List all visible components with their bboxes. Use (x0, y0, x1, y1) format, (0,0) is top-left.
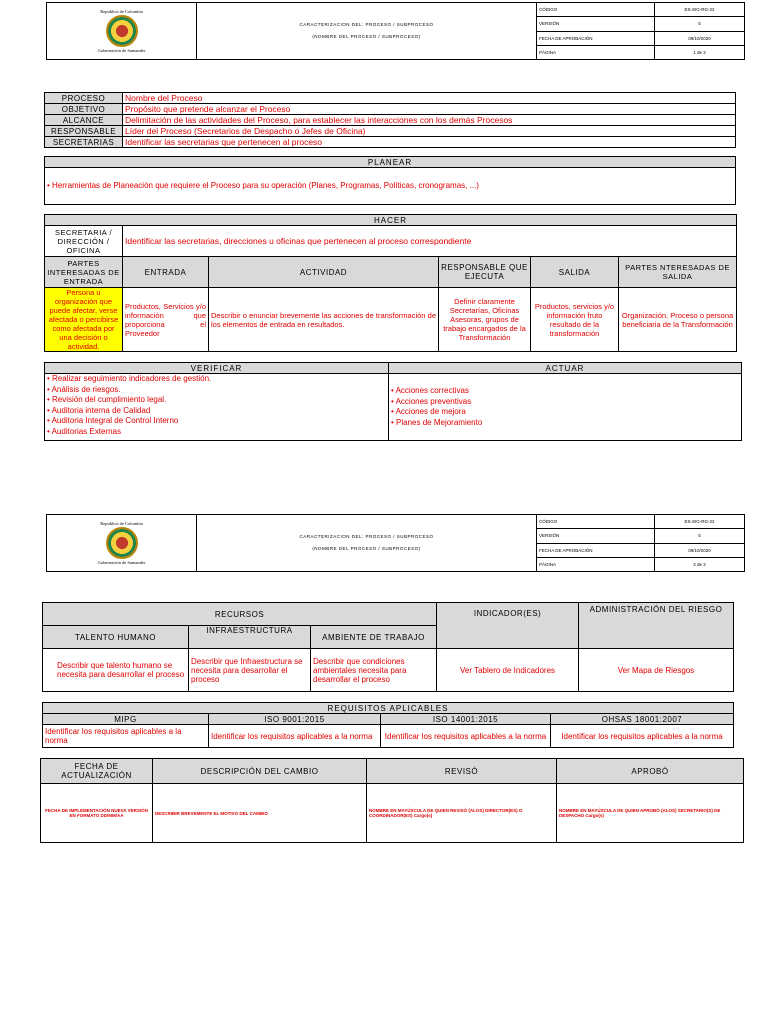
col-header: REVISÓ (367, 759, 557, 784)
info-value: Delimitación de las actividades del Proceso, para establecer las interacciones con los demás Procesos (123, 115, 736, 126)
cell-infraestructura: Describir que Infraestructura se necesita para desarrollar el proceso (189, 649, 311, 692)
hacer-title: HACER (45, 215, 737, 226)
meta-label-page: PÁGINA (537, 45, 655, 59)
title-line-1: CARACTERIZACION DEL: PROCESO / SUBPROCESO (299, 22, 434, 27)
verificar-body (45, 374, 389, 441)
document-title (197, 3, 537, 60)
recursos-title: RECURSOS (43, 603, 437, 626)
info-label: SECRETARIAS (45, 137, 123, 148)
col-header: ISO 9001:2015 (209, 714, 381, 725)
cell-aprobo: NOMBRE EN MAYÚSCULA DE QUIEN APROBÓ (ALOS) SECRETARIO(S) DE DESPACHO Cargo(s) (557, 784, 744, 843)
actuar-title: ACTUAR (389, 363, 742, 374)
government-seal-icon (106, 15, 138, 47)
info-label: RESPONSABLE (45, 126, 123, 137)
recursos-table (42, 602, 734, 692)
meta-label-version: VERSIÓN (537, 17, 655, 31)
verificar-title: VERIFICAR (45, 363, 389, 374)
verificar-item: • Revisión del cumplimiento legal. (47, 395, 386, 406)
planear-body (45, 168, 736, 205)
meta-label-code: CÓDIGO (537, 3, 655, 17)
cell-partes-salida: Organización, Proceso o persona beneficiaria de la Transformación (619, 288, 737, 352)
col-header: MIPG (43, 714, 209, 725)
cell-requisito: Identificar los requisitos aplicables a la norma (209, 725, 381, 748)
col-header: ISO 14001:2015 (381, 714, 551, 725)
org-name: Gobernación de Santander (97, 560, 146, 565)
planear-title: PLANEAR (45, 157, 736, 168)
header-org-cell (47, 515, 197, 572)
info-value: Propósito que pretende alcanzar el Proceso (123, 104, 736, 115)
meta-value-version: 5 (655, 17, 745, 31)
cell-ambiente: Describir que condiciones ambientales necesita para desarrollar el proceso (311, 649, 437, 692)
col-header: AMBIENTE DE TRABAJO (311, 626, 437, 649)
cell-actividad: Describir o enunciar brevemente las acciones de transformación de los elementos de entrada en resultados. (209, 288, 439, 352)
col-header: FECHA DE ACTUALIZACIÓN (41, 759, 153, 784)
meta-value-page: 2 de 2 (655, 557, 745, 571)
verificar-item: • Auditoria Integral de Control Interno (47, 416, 386, 427)
cell-riesgos: Ver Mapa de Riesgos (579, 649, 734, 692)
header-org-cell (47, 3, 197, 60)
riesgo-title: ADMINISTRACIÓN DEL RIESGO (579, 603, 734, 649)
verificar-item: • Auditoria interna de Calidad (47, 406, 386, 417)
cell-requisito: Identificar los requisitos aplicables a la norma (43, 725, 209, 748)
cell-responsable: Definir claramente Secretarías, Oficinas Asesoras, grupos de trabajo encargados de la Transformación (439, 288, 531, 352)
title-line-2: (NOMBRE DEL PROCESO / SUBPROCESO) (312, 546, 421, 551)
cell-descripcion: DESCRIBIR BREVEMENTE EL MOTIVO DEL CAMBIO (153, 784, 367, 843)
meta-label-page: PÁGINA (537, 557, 655, 571)
col-header: RESPONSABLE QUE EJECUTA (439, 257, 531, 288)
actuar-body (389, 374, 742, 441)
meta-label-date: FECHA DE APROBACIÓN (537, 543, 655, 557)
verificar-actuar-table (44, 362, 742, 441)
document-header-page1 (46, 2, 745, 60)
meta-label-code: CÓDIGO (537, 515, 655, 529)
hacer-table (44, 214, 737, 352)
cell-reviso: NOMBRE EN MAYÚSCULA DE QUIEN REVISÓ (ALOS) DIRECTOR(ES) O COORDINADOR(ES) Cargo(s) (367, 784, 557, 843)
actuar-item: • Acciones preventivas (391, 397, 739, 408)
indicadores-title: INDICADOR(ES) (437, 603, 579, 649)
government-seal-icon (106, 527, 138, 559)
verificar-item: • Auditorias Externas (47, 427, 386, 438)
cell-salida: Productos, servicios y/o información fruto resultado de la transformación (531, 288, 619, 352)
actuar-item: • Acciones correctivas (391, 386, 739, 397)
meta-value-version: 5 (655, 529, 745, 543)
col-header: PARTES INTERESADAS DE ENTRADA (45, 257, 123, 288)
cell-requisito: Identificar los requisitos aplicables a la norma (551, 725, 734, 748)
requisitos-title: REQUISITOS APLICABLES (43, 703, 734, 714)
cell-talento-humano: Describir que talento humano se necesita para desarrollar el proceso (43, 649, 189, 692)
secretaria-label: SECRETARIA / DIRECCIÓN / OFICINA (45, 226, 123, 257)
verificar-item: • Análisis de riesgos. (47, 385, 386, 396)
meta-value-date: 09/10/2020 (655, 31, 745, 45)
col-header: APROBÓ (557, 759, 744, 784)
info-value: Líder del Proceso (Secretarios de Despacho o Jefes de Oficina) (123, 126, 736, 137)
secretaria-value: Identificar las secretarias, direcciones u oficinas que pertenecen al proceso correspondiente (123, 226, 737, 257)
org-name: Gobernación de Santander (97, 48, 146, 53)
col-header: INFRAESTRUCTURA (189, 626, 311, 649)
col-header: SALIDA (531, 257, 619, 288)
planear-table (44, 156, 736, 205)
title-line-1: CARACTERIZACION DEL: PROCESO / SUBPROCESO (299, 534, 434, 539)
verificar-item: • Realizar seguimiento indicadores de gestión. (47, 374, 386, 385)
meta-value-code: ES-SIG-RG-22 (655, 515, 745, 529)
meta-value-date: 09/10/2020 (655, 543, 745, 557)
actuar-item: • Acciones de mejora (391, 407, 739, 418)
document-title (197, 515, 537, 572)
cell-partes-entrada: Persona u organización que puede afectar, verse afectada o percibirse como afectada por una decisión o actividad. (45, 288, 123, 352)
col-header: ENTRADA (123, 257, 209, 288)
meta-label-version: VERSIÓN (537, 529, 655, 543)
info-value: Nombre del Proceso (123, 93, 736, 104)
meta-label-date: FECHA DE APROBACIÓN (537, 31, 655, 45)
title-line-2: (NOMBRE DEL PROCESO / SUBPROCESO) (312, 34, 421, 39)
org-country: Republica de Colombia (100, 521, 143, 526)
cell-indicadores: Ver Tablero de Indicadores (437, 649, 579, 692)
col-header: ACTIVIDAD (209, 257, 439, 288)
planear-item: • Herramientas de Planeación que requiere el Proceso para su operación (Planes, Programas, Políticas, cronogramas, ...) (47, 181, 733, 192)
requisitos-table (42, 702, 734, 748)
org-country: Republica de Colombia (100, 9, 143, 14)
info-value: Identificar las secretarias que pertenecen al proceso (123, 137, 736, 148)
document-header-page2 (46, 514, 745, 572)
cell-requisito: Identificar los requisitos aplicables a la norma (381, 725, 551, 748)
col-header: PARTES NTERESADAS DE SALIDA (619, 257, 737, 288)
col-header: OHSAS 18001:2007 (551, 714, 734, 725)
col-header: TALENTO HUMANO (43, 626, 189, 649)
cambios-table (40, 758, 744, 843)
actuar-item: • Planes de Mejoramiento (391, 418, 739, 429)
process-info-table (44, 92, 736, 148)
meta-value-page: 1 de 2 (655, 45, 745, 59)
info-label: ALCANCE (45, 115, 123, 126)
meta-value-code: ES-SIG-RG-22 (655, 3, 745, 17)
col-header: DESCRIPCIÓN DEL CAMBIO (153, 759, 367, 784)
cell-fecha: FECHA DE IMPLEMENTACIÓN NUEVA VERSIÓN EN FORMATO DD/MM/AA (41, 784, 153, 843)
info-label: OBJETIVO (45, 104, 123, 115)
info-label: PROCESO (45, 93, 123, 104)
cell-entrada: Productos, Servicios y/o información que proporciona el Proveedor (123, 288, 209, 352)
